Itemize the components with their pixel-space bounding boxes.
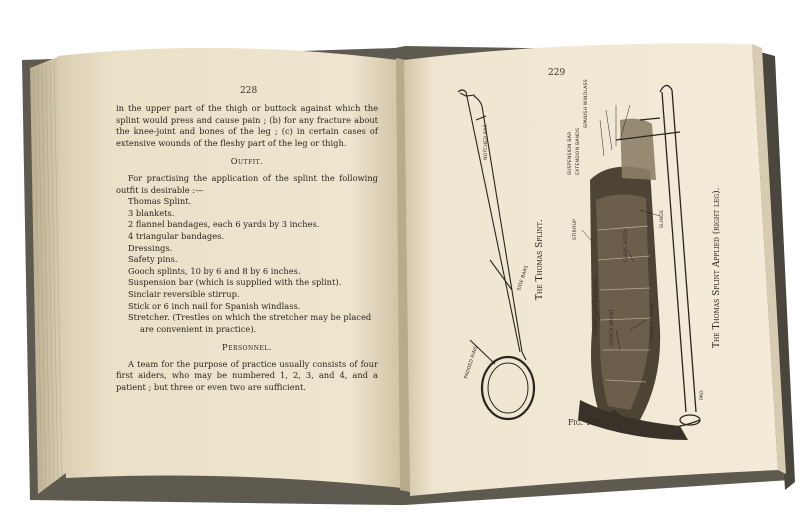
label-side-bars: SIDE BARS [517,264,530,292]
outfit-item: 4 triangular bandages. [128,230,224,241]
outfit-intro: For practising the application of the splint the following outfit is desirable :— [116,172,378,195]
label-spanish-windlass: SPANISH WINDLASS [584,79,589,128]
opening-paragraph: in the upper part of the thigh or buttock against which the splint would press and cause pain ; (b) for any fracture about the knee-joint and bones of the leg ; (c) in certain cases of extensive wounds of the fleshy part of the leg or thigh. [116,103,378,148]
label-pad: PAD [700,390,705,400]
outfit-item: Stick or 6 inch nail for Spanish windlass. [128,300,301,311]
label-clove-hitch: CLOVE HITCH [624,229,629,262]
outfit-item: Thomas Splint. [128,196,192,207]
label-triangular-bandages: TRIANGULAR BANDAGES [594,275,599,336]
label-slings: SLINGS [660,210,665,228]
outfit-item: 3 blankets. [128,207,175,218]
label-gooch-splint: GOOCH SPLINT [610,308,615,346]
personnel-heading: Personnel. [221,342,272,353]
label-notched-bar: NOTCHED BAR [484,124,489,160]
label-gooch-splint-2: GOOCH SPLINT [650,302,655,340]
label-extension-bands: EXTENSION BANDS [576,127,581,175]
outfit-item: 2 flannel bandages, each 6 yards by 3 inches. [128,219,320,230]
outfit-item: Stretcher. (Trestles on which the stretcher may be placed are convenient in practice). [128,312,372,334]
right-page-number: 229 [548,68,566,78]
outfit-item: Suspension bar (which is supplied with the splint). [128,277,342,288]
outfit-item: Gooch splints, 10 by 6 and 8 by 6 inches. [128,265,301,276]
left-page-body [116,103,378,394]
label-padded-ring: PADDED RING [464,345,480,380]
outfit-item: Dressings. [128,242,173,253]
figure-number: Fig. 105. [568,418,604,427]
left-page-number: 228 [240,86,258,96]
outfit-item: Safety pins. [128,254,178,265]
personnel-paragraph: A team for the purpose of practice usually consists of four first aiders, who may be numbered 1, 2, 3, and 4, and a patient ; but three or even two are sufficient. [116,358,378,393]
label-stirrup: STIRRUP [573,219,578,240]
outfit-heading: Outfit. [230,156,264,167]
caption-thomas-splint-applied: The Thomas Splint Applied (right leg). [712,187,722,348]
label-suspension-bar: SUSPENSION BAR [568,131,573,175]
caption-thomas-splint: The Thomas Splint. [535,219,545,300]
outfit-item: Sinclair reversible stirrup. [128,288,240,299]
